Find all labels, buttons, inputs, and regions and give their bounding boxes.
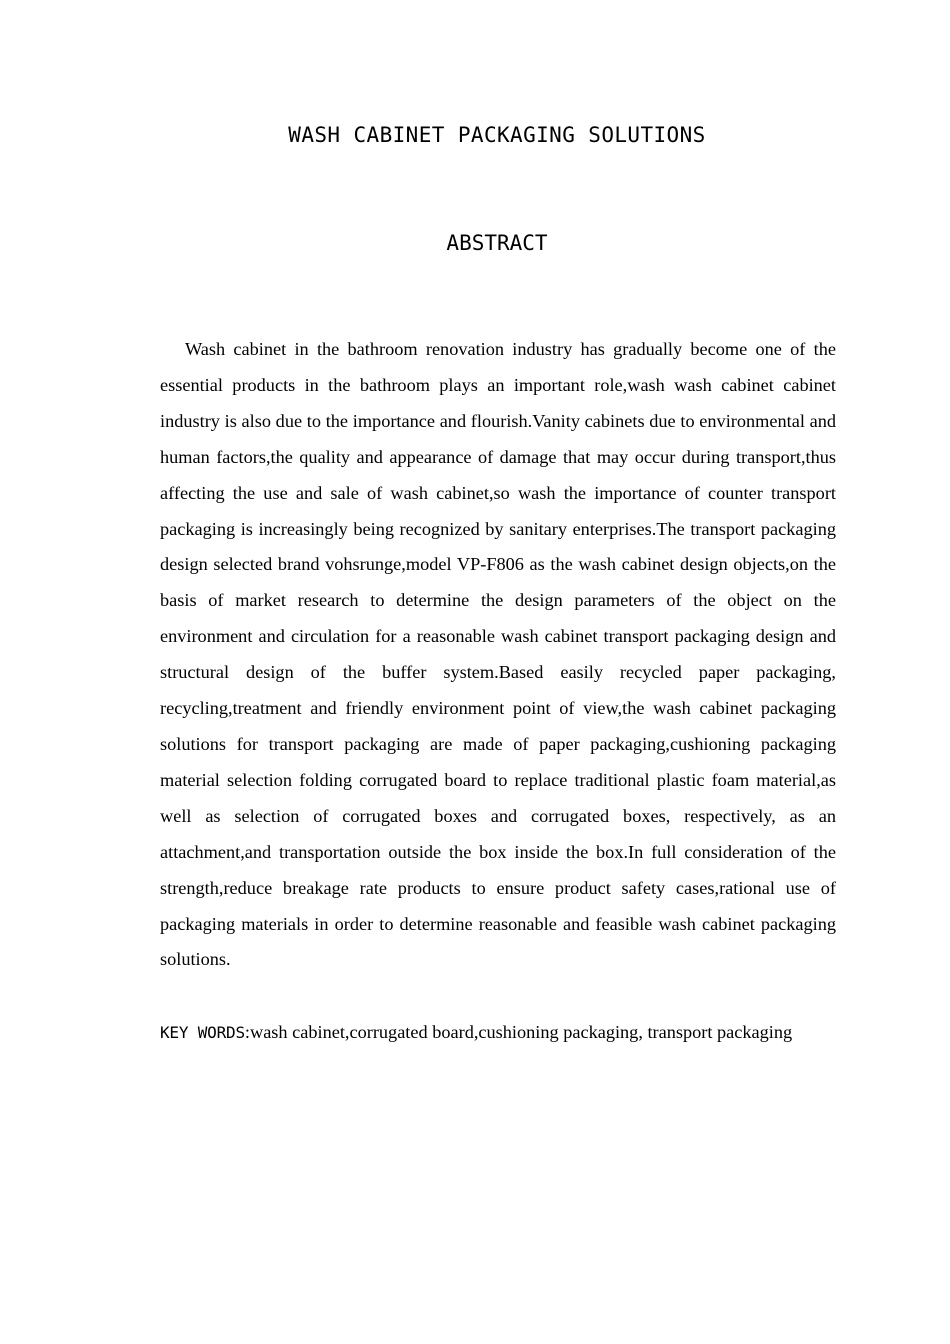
keywords-label: KEY WORDS	[160, 1023, 245, 1042]
keywords-line	[160, 1015, 850, 1051]
keywords-text: :wash cabinet,corrugated board,cushioning packaging, transport packaging	[244, 1022, 793, 1042]
abstract-heading: ABSTRACT	[446, 231, 548, 255]
abstract-body: Wash cabinet in the bathroom renovation industry has gradually become one of the essential products in the bathroom plays an important role,wash wash cabinet cabinet industry is also due to the importance and flourish.Vanity cabinets due to environmental and human factors,the quality and appearance of damage that may occur during transport,thus affecting the use and sale of wash cabinet,so wash the importance of counter transport packaging is increasingly being recognized by sanitary enterprises.The transport packaging design selected brand vohsrunge,model VP-F806 as the wash cabinet design objects,on the basis of market research to determine the design parameters of the object on the environment and circulation for a reasonable wash cabinet transport packaging design and structural design of the buffer system.Based easily recycled paper packaging, recycling,treatment and friendly environment point of view,the wash cabinet packaging solutions for transport packaging are made of paper packaging,cushioning packaging material selection folding corrugated board to replace traditional plastic foam material,as well as selection of corrugated boxes and corrugated boxes, respectively, as an attachment,and transportation outside the box inside the box.In full consideration of the strength,reduce breakage rate products to ensure product safety cases,rational use of packaging materials in order to determine reasonable and feasible wash cabinet packaging solutions.	[160, 339, 836, 970]
document-title: WASH CABINET PACKAGING SOLUTIONS	[288, 123, 706, 147]
